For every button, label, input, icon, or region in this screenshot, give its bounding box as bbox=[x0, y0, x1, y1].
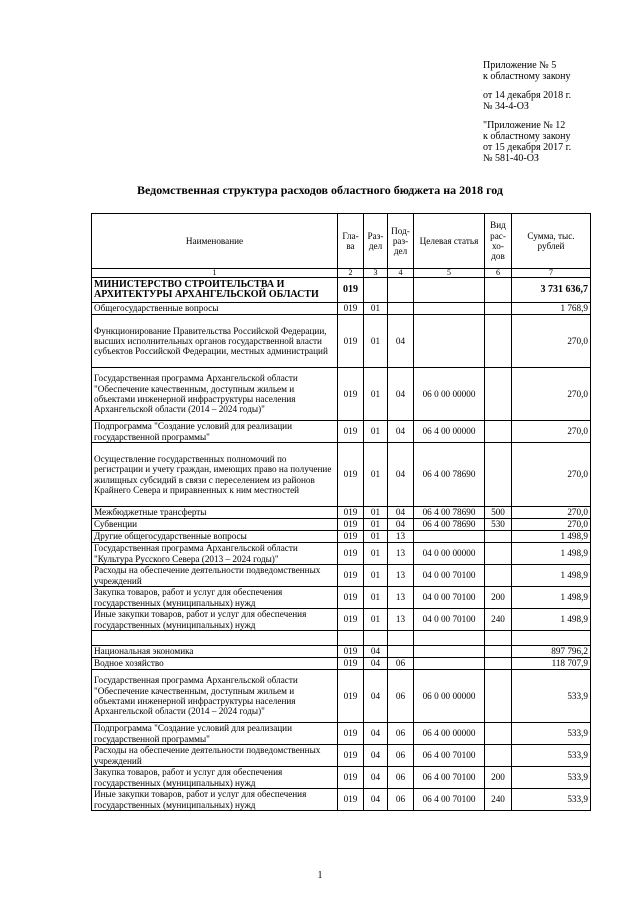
cell-glava: 019 bbox=[338, 303, 364, 315]
cell-summa: 3 731 636,7 bbox=[512, 278, 591, 303]
cell-name: Функционирование Правительства Российской Федерации, высших исполнительных органов государственной власти субъектов Российской Федерации, местных администраций bbox=[92, 315, 338, 368]
cell-razdel: 01 bbox=[364, 368, 388, 421]
cell-vid bbox=[485, 278, 512, 303]
cell-statya: 06 4 00 78690 bbox=[414, 443, 485, 507]
cell-podrazdel bbox=[388, 631, 414, 646]
table-row bbox=[92, 543, 591, 565]
cell-vid bbox=[485, 531, 512, 543]
appendix-line: № 581-40-ОЗ bbox=[483, 153, 539, 164]
cell-name: Иные закупки товаров, работ и услуг для обеспечения государственных (муниципальных) нужд bbox=[92, 609, 338, 631]
cell-razdel: 01 bbox=[364, 519, 388, 531]
cell-vid bbox=[485, 368, 512, 421]
cell-name: Закупка товаров, работ и услуг для обеспечения государственных (муниципальных) нужд bbox=[92, 587, 338, 609]
column-number: 2 bbox=[338, 269, 364, 278]
cell-vid bbox=[485, 658, 512, 670]
cell-vid bbox=[485, 421, 512, 443]
cell-summa: 533,9 bbox=[512, 789, 591, 811]
table-row bbox=[92, 670, 591, 723]
cell-podrazdel: 13 bbox=[388, 531, 414, 543]
cell-vid bbox=[485, 543, 512, 565]
cell-glava: 019 bbox=[338, 587, 364, 609]
cell-podrazdel: 13 bbox=[388, 543, 414, 565]
cell-vid bbox=[485, 670, 512, 723]
cell-vid: 530 bbox=[485, 519, 512, 531]
cell-podrazdel: 04 bbox=[388, 507, 414, 519]
cell-podrazdel: 04 bbox=[388, 443, 414, 507]
cell-vid: 200 bbox=[485, 587, 512, 609]
column-number: 3 bbox=[364, 269, 388, 278]
cell-summa: 270,0 bbox=[512, 368, 591, 421]
cell-podrazdel: 13 bbox=[388, 565, 414, 587]
appendix-line: от 15 декабря 2017 г. bbox=[483, 142, 572, 153]
cell-podrazdel: 13 bbox=[388, 587, 414, 609]
table-column-numbers-row bbox=[92, 269, 591, 278]
cell-statya: 04 0 00 70100 bbox=[414, 565, 485, 587]
cell-podrazdel bbox=[388, 303, 414, 315]
cell-summa: 270,0 bbox=[512, 315, 591, 368]
cell-podrazdel: 06 bbox=[388, 767, 414, 789]
cell-vid bbox=[485, 443, 512, 507]
cell-podrazdel: 04 bbox=[388, 368, 414, 421]
cell-glava: 019 bbox=[338, 789, 364, 811]
cell-name: Расходы на обеспечение деятельности подведомственных учреждений bbox=[92, 745, 338, 767]
cell-summa: 118 707,9 bbox=[512, 658, 591, 670]
page-number: 1 bbox=[317, 870, 323, 881]
cell-glava: 019 bbox=[338, 531, 364, 543]
header-summa: Сумма, тыс. рублей bbox=[512, 214, 591, 269]
header-podrazdel: Под-раз-дел bbox=[388, 214, 414, 269]
cell-statya: 06 4 00 70100 bbox=[414, 789, 485, 811]
cell-name: Закупка товаров, работ и услуг для обеспечения государственных (муниципальных) нужд bbox=[92, 767, 338, 789]
cell-summa: 270,0 bbox=[512, 507, 591, 519]
cell-razdel: 01 bbox=[364, 443, 388, 507]
cell-razdel: 01 bbox=[364, 543, 388, 565]
cell-name: Расходы на обеспечение деятельности подведомственных учреждений bbox=[92, 565, 338, 587]
cell-summa: 533,9 bbox=[512, 670, 591, 723]
cell-summa: 1 498,9 bbox=[512, 609, 591, 631]
cell-name: Иные закупки товаров, работ и услуг для обеспечения государственных (муниципальных) нужд bbox=[92, 789, 338, 811]
cell-glava: 019 bbox=[338, 658, 364, 670]
cell-statya: 06 4 00 78690 bbox=[414, 507, 485, 519]
cell-statya: 06 4 00 78690 bbox=[414, 519, 485, 531]
column-number: 4 bbox=[388, 269, 414, 278]
cell-razdel: 04 bbox=[364, 646, 388, 658]
cell-glava: 019 bbox=[338, 745, 364, 767]
header-glava: Гла-ва bbox=[338, 214, 364, 269]
cell-razdel: 01 bbox=[364, 565, 388, 587]
appendix-line: к областному закону bbox=[483, 131, 571, 142]
table-row bbox=[92, 745, 591, 767]
cell-statya: 06 0 00 00000 bbox=[414, 368, 485, 421]
cell-vid bbox=[485, 646, 512, 658]
cell-razdel: 01 bbox=[364, 421, 388, 443]
cell-name: Национальная экономика bbox=[92, 646, 338, 658]
header-razdel: Раз-дел bbox=[364, 214, 388, 269]
table-row bbox=[92, 303, 591, 315]
cell-summa: 533,9 bbox=[512, 745, 591, 767]
table-row bbox=[92, 368, 591, 421]
cell-razdel: 04 bbox=[364, 658, 388, 670]
cell-razdel: 01 bbox=[364, 531, 388, 543]
cell-name: Государственная программа Архангельской области "Обеспечение качественным, доступным жильем и объектами инженерной инфраструктуры населения Архангельской области (2014 – 2024 годы)" bbox=[92, 368, 338, 421]
cell-summa: 270,0 bbox=[512, 519, 591, 531]
cell-glava: 019 bbox=[338, 443, 364, 507]
cell-summa bbox=[512, 631, 591, 646]
cell-statya bbox=[414, 646, 485, 658]
table-row bbox=[92, 531, 591, 543]
cell-razdel: 01 bbox=[364, 507, 388, 519]
appendix-line: Приложение № 5 bbox=[483, 60, 557, 71]
table-row bbox=[92, 631, 591, 646]
table-row bbox=[92, 658, 591, 670]
cell-glava: 019 bbox=[338, 519, 364, 531]
cell-razdel: 01 bbox=[364, 303, 388, 315]
appendix-line: № 34-4-ОЗ bbox=[483, 101, 529, 112]
appendix-block bbox=[483, 60, 633, 172]
cell-name: Субвенции bbox=[92, 519, 338, 531]
cell-summa: 1 498,9 bbox=[512, 587, 591, 609]
column-number: 5 bbox=[414, 269, 485, 278]
appendix-date bbox=[483, 90, 633, 112]
cell-podrazdel bbox=[388, 278, 414, 303]
cell-podrazdel: 13 bbox=[388, 609, 414, 631]
table-row bbox=[92, 767, 591, 789]
cell-statya: 04 0 00 00000 bbox=[414, 543, 485, 565]
cell-podrazdel: 06 bbox=[388, 723, 414, 745]
cell-glava: 019 bbox=[338, 543, 364, 565]
cell-glava: 019 bbox=[338, 507, 364, 519]
cell-podrazdel: 04 bbox=[388, 315, 414, 368]
cell-glava: 019 bbox=[338, 646, 364, 658]
cell-name: МИНИСТЕРСТВО СТРОИТЕЛЬСТВА И АРХИТЕКТУРЫ АРХАНГЕЛЬСКОЙ ОБЛАСТИ bbox=[92, 278, 338, 303]
cell-name: Осуществление государственных полномочий по регистрации и учету граждан, имеющих право на получение жилищных субсидий в связи с переселением из районов Крайнего Севера и приравненных к ним местностей bbox=[92, 443, 338, 507]
cell-name bbox=[92, 631, 338, 646]
budget-table bbox=[91, 213, 591, 811]
cell-razdel: 01 bbox=[364, 609, 388, 631]
cell-statya: 04 0 00 70100 bbox=[414, 609, 485, 631]
table-row bbox=[92, 519, 591, 531]
appendix-line: от 14 декабря 2018 г. bbox=[483, 90, 572, 101]
cell-razdel: 04 bbox=[364, 670, 388, 723]
cell-name: Подпрограмма "Создание условий для реализации государственной программы" bbox=[92, 723, 338, 745]
header-vid: Вид рас-хо-дов bbox=[485, 214, 512, 269]
table-body bbox=[92, 278, 591, 811]
table-row bbox=[92, 609, 591, 631]
cell-razdel: 01 bbox=[364, 587, 388, 609]
cell-vid: 500 bbox=[485, 507, 512, 519]
cell-glava: 019 bbox=[338, 421, 364, 443]
cell-razdel: 04 bbox=[364, 767, 388, 789]
cell-statya bbox=[414, 531, 485, 543]
cell-statya: 06 4 00 70100 bbox=[414, 767, 485, 789]
cell-statya: 06 4 00 70100 bbox=[414, 745, 485, 767]
cell-statya bbox=[414, 631, 485, 646]
cell-name: Государственная программа Архангельской области "Культура Русского Севера (2013 – 2024 годы)" bbox=[92, 543, 338, 565]
cell-glava: 019 bbox=[338, 670, 364, 723]
cell-summa: 270,0 bbox=[512, 421, 591, 443]
cell-statya bbox=[414, 303, 485, 315]
column-number: 1 bbox=[92, 269, 338, 278]
table-row bbox=[92, 507, 591, 519]
cell-podrazdel: 06 bbox=[388, 789, 414, 811]
cell-name: Общегосударственные вопросы bbox=[92, 303, 338, 315]
cell-name: Подпрограмма "Создание условий для реализации государственной программы" bbox=[92, 421, 338, 443]
cell-statya bbox=[414, 315, 485, 368]
table-row bbox=[92, 723, 591, 745]
cell-statya: 06 4 00 00000 bbox=[414, 723, 485, 745]
cell-vid: 200 bbox=[485, 767, 512, 789]
cell-podrazdel: 06 bbox=[388, 670, 414, 723]
cell-razdel: 04 bbox=[364, 723, 388, 745]
cell-summa: 1 498,9 bbox=[512, 565, 591, 587]
cell-vid bbox=[485, 565, 512, 587]
cell-name: Водное хозяйство bbox=[92, 658, 338, 670]
cell-summa: 270,0 bbox=[512, 443, 591, 507]
cell-vid bbox=[485, 303, 512, 315]
cell-vid: 240 bbox=[485, 789, 512, 811]
cell-vid bbox=[485, 723, 512, 745]
cell-name: Межбюджетные трансферты bbox=[92, 507, 338, 519]
cell-glava: 019 bbox=[338, 278, 364, 303]
cell-glava: 019 bbox=[338, 565, 364, 587]
table-row bbox=[92, 278, 591, 303]
cell-vid: 240 bbox=[485, 609, 512, 631]
cell-summa: 1 768,9 bbox=[512, 303, 591, 315]
cell-statya: 06 4 00 00000 bbox=[414, 421, 485, 443]
appendix-original bbox=[483, 120, 633, 164]
cell-podrazdel bbox=[388, 646, 414, 658]
appendix-line: к областному закону bbox=[483, 71, 571, 82]
cell-razdel: 04 bbox=[364, 789, 388, 811]
cell-name: Другие общегосударственные вопросы bbox=[92, 531, 338, 543]
header-name: Наименование bbox=[92, 214, 338, 269]
table-row bbox=[92, 315, 591, 368]
appendix-line: "Приложение № 12 bbox=[483, 120, 566, 131]
cell-podrazdel: 06 bbox=[388, 658, 414, 670]
cell-summa: 1 498,9 bbox=[512, 543, 591, 565]
cell-vid bbox=[485, 745, 512, 767]
document-title: Ведомственная структура расходов областного бюджета на 2018 год bbox=[136, 183, 503, 197]
cell-statya bbox=[414, 658, 485, 670]
cell-vid bbox=[485, 631, 512, 646]
cell-statya bbox=[414, 278, 485, 303]
cell-name: Государственная программа Архангельской области "Обеспечение качественным, доступным жильем и объектами инженерной инфраструктуры населения Архангельской области (2014 – 2024 годы)" bbox=[92, 670, 338, 723]
cell-razdel: 04 bbox=[364, 745, 388, 767]
column-number: 6 bbox=[485, 269, 512, 278]
cell-vid bbox=[485, 315, 512, 368]
column-number: 7 bbox=[512, 269, 591, 278]
cell-glava: 019 bbox=[338, 609, 364, 631]
table-header-row bbox=[92, 214, 591, 269]
cell-glava bbox=[338, 631, 364, 646]
cell-summa: 1 498,9 bbox=[512, 531, 591, 543]
cell-glava: 019 bbox=[338, 767, 364, 789]
cell-podrazdel: 04 bbox=[388, 519, 414, 531]
cell-glava: 019 bbox=[338, 368, 364, 421]
cell-summa: 533,9 bbox=[512, 723, 591, 745]
cell-summa: 897 796,2 bbox=[512, 646, 591, 658]
table-row bbox=[92, 789, 591, 811]
table-row bbox=[92, 443, 591, 507]
cell-podrazdel: 06 bbox=[388, 745, 414, 767]
cell-glava: 019 bbox=[338, 315, 364, 368]
cell-glava: 019 bbox=[338, 723, 364, 745]
table-row bbox=[92, 421, 591, 443]
cell-statya: 04 0 00 70100 bbox=[414, 587, 485, 609]
cell-statya: 06 0 00 00000 bbox=[414, 670, 485, 723]
cell-razdel: 01 bbox=[364, 315, 388, 368]
cell-razdel bbox=[364, 278, 388, 303]
table-row bbox=[92, 646, 591, 658]
appendix-current bbox=[483, 60, 633, 82]
header-statya: Целевая статья bbox=[414, 214, 485, 269]
cell-razdel bbox=[364, 631, 388, 646]
table-row bbox=[92, 565, 591, 587]
table-row bbox=[92, 587, 591, 609]
cell-podrazdel: 04 bbox=[388, 421, 414, 443]
cell-summa: 533,9 bbox=[512, 767, 591, 789]
